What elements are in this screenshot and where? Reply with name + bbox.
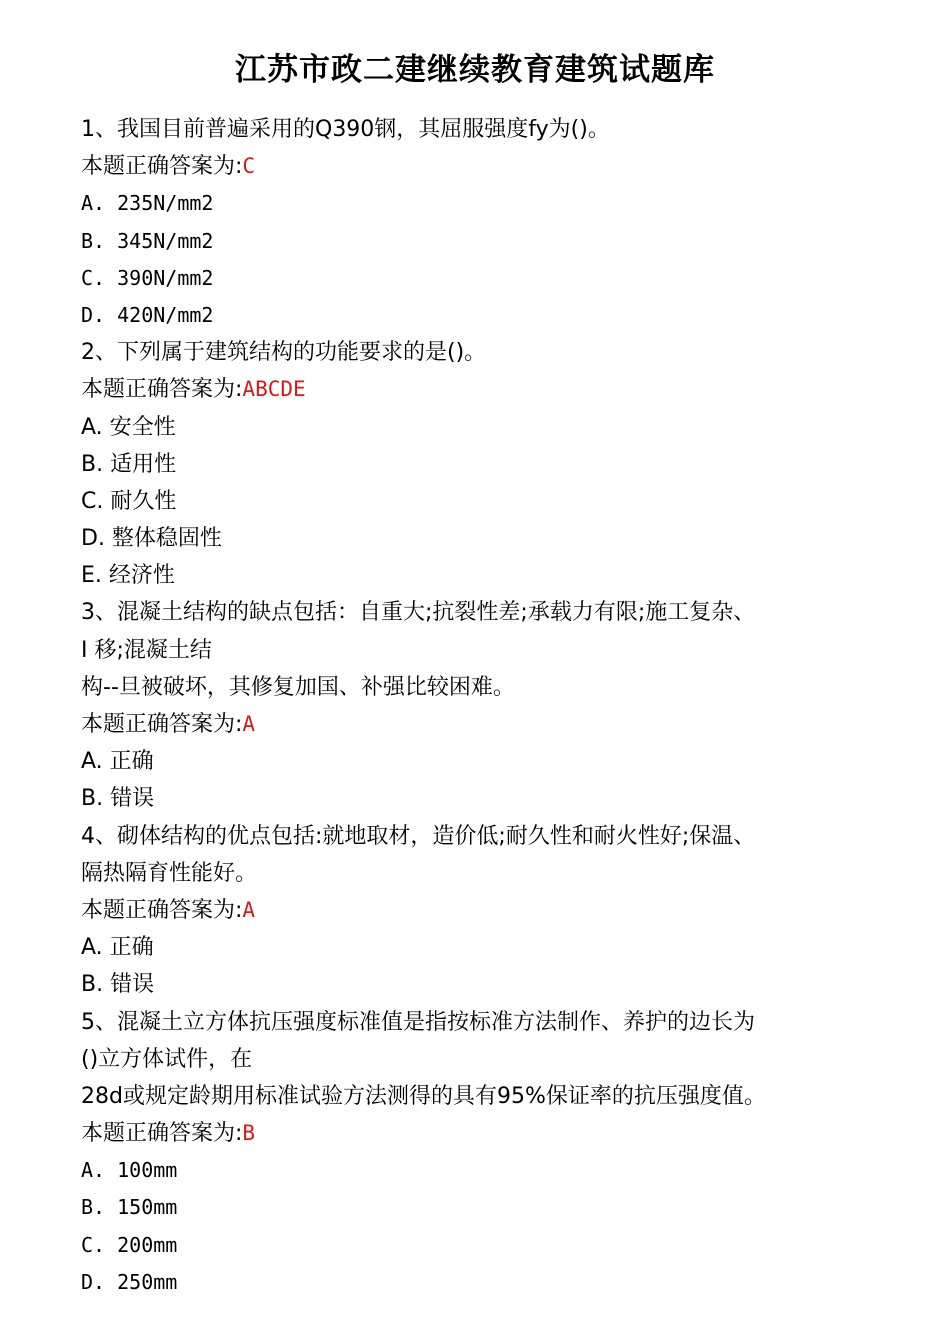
question-1-option-a: A. 235N/mm2 — [81, 191, 214, 216]
question-5-stem-line-1: 5、混凝土立方体抗压强度标准值是指按标准方法制作、养护的边长为 — [81, 1009, 755, 1035]
answer-label: 本题正确答案为: — [81, 377, 243, 403]
question-2-stem: 2、下列属于建筑结构的功能要求的是()。 — [81, 340, 487, 366]
question-3-option-b: B. 错误 — [81, 786, 155, 812]
answer-value: B — [242, 1121, 256, 1146]
answer-value: A — [242, 897, 256, 922]
answer-value: C — [242, 154, 256, 179]
question-4-answer — [81, 892, 881, 929]
question-3-option-a: A. 正确 — [81, 749, 154, 775]
answer-label: 本题正确答案为: — [81, 712, 243, 737]
question-5-option-d: D. 250mm — [81, 1269, 178, 1294]
question-1-option-b: B. 345N/mm2 — [81, 228, 214, 253]
question-5-answer — [81, 1115, 881, 1152]
question-2-option-a: A. 安全性 — [81, 414, 176, 440]
question-4-option-b: B. 错误 — [81, 972, 155, 998]
question-1-answer — [81, 148, 881, 185]
question-2-option-c: C. 耐久性 — [81, 488, 177, 514]
question-3-stem-line-1: 3、混凝土结构的缺点包括：自重大;抗裂性差;承载力有限;施工复杂、 — [81, 600, 756, 626]
question-2-option-b: B. 适用性 — [81, 451, 177, 477]
question-5-option-a: A. 100mm — [81, 1158, 178, 1183]
question-5-stem-line-2: ()立方体试件，在 — [81, 1046, 253, 1072]
question-5-stem-line-3: 28d或规定龄期用标准试验方法测得的具有95%保证率的抗压强度值。 — [81, 1083, 766, 1109]
question-4-option-a: A. 正确 — [81, 935, 154, 961]
answer-label: 本题正确答案为: — [81, 154, 243, 180]
question-3-stem-line-3: 构--旦被破坏，其修复加国、补强比较困难。 — [81, 674, 515, 700]
question-5-option-b: B. 150mm — [81, 1195, 178, 1220]
question-1-stem: 1、我国目前普遍采用的Q390钢，其屈服强度fy为()。 — [81, 117, 610, 142]
question-2-answer — [81, 371, 881, 408]
document-title: 江苏市政二建继续教育建筑试题库 — [235, 52, 715, 88]
question-4-stem-line-1: 4、砌体结构的优点包括:就地取材，造价低;耐久性和耐火性好;保温、 — [81, 823, 756, 849]
question-1-option-d: D. 420N/mm2 — [81, 302, 214, 327]
question-5-option-c: C. 200mm — [81, 1232, 178, 1257]
question-list — [81, 111, 881, 1301]
answer-label: 本题正确答案为: — [81, 1121, 243, 1147]
question-2-option-e: E. 经济性 — [81, 563, 175, 589]
question-3-stem-line-2: I 移;混凝土结 — [81, 637, 212, 663]
answer-label: 本题正确答案为: — [81, 897, 243, 923]
question-2-option-d: D. 整体稳固性 — [81, 526, 222, 552]
question-3-answer — [81, 706, 881, 743]
question-4-stem-line-2: 隔热隔育性能好。 — [81, 860, 258, 886]
answer-value: A — [242, 712, 256, 736]
question-1-option-c: C. 390N/mm2 — [81, 265, 214, 290]
answer-value: ABCDE — [242, 377, 306, 402]
